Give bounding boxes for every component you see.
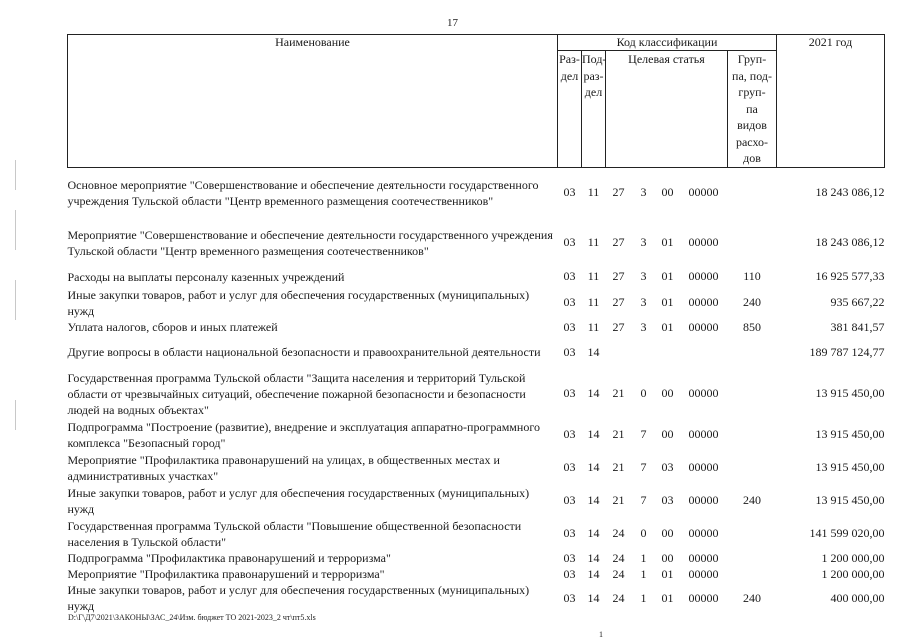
row-expense-group <box>728 167 777 218</box>
table-row <box>68 319 885 335</box>
header-subsection: Под- раз- дел <box>582 51 606 168</box>
row-target-event: 00 <box>661 427 674 441</box>
table-row <box>68 451 885 484</box>
row-target-event: 00 <box>661 526 674 540</box>
row-section: 03 <box>563 295 576 309</box>
row-target-event: 00 <box>661 550 674 565</box>
row-name: Государственная программа Тульской области "Защита населения и территорий Тульской области от чрезвычайных ситуаций, обеспечение пожарной безопасности и безопасности людей на водных объектах" <box>67 370 526 417</box>
row-section: 03 <box>563 386 576 400</box>
row-target-program: 24 <box>612 566 625 581</box>
row-target-program: 21 <box>612 386 625 400</box>
row-name: Иные закупки товаров, работ и услуг для обеспечения государственных (муниципальных) нужд <box>67 583 530 613</box>
row-target-subprogram: 1 <box>640 590 647 605</box>
row-expense-group: 110 <box>743 269 761 283</box>
row-amount: 18 243 086,12 <box>815 235 885 249</box>
row-subsection: 14 <box>587 566 600 581</box>
row-amount: 935 667,22 <box>830 295 885 309</box>
row-target-subprogram <box>632 335 656 369</box>
row-subsection: 14 <box>587 386 600 400</box>
row-target-event: 03 <box>661 460 674 474</box>
row-target-program: 27 <box>612 185 625 200</box>
row-name: Иные закупки товаров, работ и услуг для обеспечения государственных (муниципальных) нужд <box>67 485 530 516</box>
row-expense-group: 240 <box>743 493 761 507</box>
row-target-code: 00000 <box>688 295 719 309</box>
row-target-program: 21 <box>612 493 625 507</box>
row-subsection: 14 <box>587 493 600 507</box>
row-target-program: 21 <box>612 427 625 441</box>
page-number: 17 <box>447 17 458 29</box>
row-target-code: 00000 <box>688 493 719 507</box>
row-amount: 18 243 086,12 <box>815 185 885 200</box>
row-target-program: 27 <box>612 235 625 249</box>
row-target-event: 01 <box>661 566 674 581</box>
row-expense-group <box>728 418 777 451</box>
row-name: Иные закупки товаров, работ и услуг для обеспечения государственных (муниципальных) нужд <box>67 287 530 318</box>
row-expense-group <box>728 550 777 566</box>
row-expense-group <box>728 369 777 418</box>
header-name: Наименование <box>68 35 558 168</box>
header-section: Раз- дел <box>558 51 582 168</box>
row-target-program <box>606 335 632 369</box>
row-name: Другие вопросы в области национальной безопасности и правоохранительной деятельности <box>67 345 541 359</box>
row-expense-group <box>728 451 777 484</box>
row-target-code: 00000 <box>688 460 719 474</box>
budget-table <box>67 34 885 614</box>
row-target-code: 00000 <box>688 386 719 400</box>
row-target-code: 00000 <box>688 526 719 540</box>
row-target-code: 00000 <box>688 319 719 334</box>
row-name: Подпрограмма "Профилактика правонарушений и терроризма" <box>67 551 391 565</box>
row-name: Основное мероприятие "Совершенствование и обеспечение деятельности государственного учреждения Тульской области "Центр временного размещения соотечественников" <box>67 177 539 208</box>
row-target-program: 27 <box>612 269 625 283</box>
row-target-program: 24 <box>612 526 625 540</box>
row-name: Мероприятие "Профилактика правонарушений на улицах, в общественных местах и административных участках" <box>67 452 500 483</box>
file-path-footer: D:\Г\Д7\2021\ЗАКОНЫ\ЗАС_24\Изм. бюджет ТО 2021-2023_2 чт\пт5.xls <box>68 613 316 622</box>
row-target-subprogram: 1 <box>640 550 647 565</box>
table-row <box>68 550 885 566</box>
row-target-event: 00 <box>661 185 674 200</box>
row-amount: 400 000,00 <box>830 590 885 605</box>
row-target-event: 01 <box>661 319 674 334</box>
row-subsection: 11 <box>587 185 600 200</box>
header-target-article: Целевая статья <box>606 51 728 168</box>
row-name: Мероприятие "Профилактика правонарушений и терроризма" <box>67 567 385 581</box>
table-row <box>68 267 885 286</box>
binding-margin-mark <box>15 210 16 250</box>
table-row <box>68 582 885 614</box>
row-name: Мероприятие "Совершенствование и обеспечение деятельности государственного учреждения Тульской области "Центр временного размещения соотечественников" <box>67 227 553 258</box>
row-target-subprogram: 3 <box>640 235 647 249</box>
row-section: 03 <box>563 493 576 507</box>
row-target-code: 00000 <box>688 550 719 565</box>
row-section: 03 <box>563 590 576 605</box>
row-target-code: 00000 <box>688 566 719 581</box>
row-target-code: 00000 <box>688 427 719 441</box>
row-target-event: 01 <box>661 590 674 605</box>
row-section: 03 <box>563 269 576 283</box>
row-target-event: 01 <box>661 269 674 283</box>
table-row <box>68 418 885 451</box>
row-target-program: 27 <box>612 319 625 334</box>
row-subsection: 14 <box>587 590 600 605</box>
row-target-event: 00 <box>661 386 674 400</box>
row-subsection: 11 <box>587 235 600 249</box>
row-target-code: 00000 <box>688 269 719 283</box>
row-subsection: 14 <box>587 550 600 565</box>
binding-margin-mark <box>15 400 16 430</box>
row-target-subprogram: 0 <box>640 386 647 400</box>
row-target-subprogram: 3 <box>640 319 647 334</box>
row-expense-group: 240 <box>743 590 761 605</box>
row-target-subprogram: 7 <box>640 427 647 441</box>
table-row <box>68 484 885 517</box>
binding-margin-mark <box>15 160 16 190</box>
row-expense-group: 850 <box>743 319 761 334</box>
row-name: Уплата налогов, сборов и иных платежей <box>67 320 278 334</box>
footer-mark: 1 <box>599 630 603 639</box>
row-amount: 13 915 450,00 <box>815 427 885 441</box>
row-subsection: 14 <box>587 427 600 441</box>
row-target-subprogram: 3 <box>640 269 647 283</box>
row-target-event: 01 <box>661 235 674 249</box>
row-section: 03 <box>563 550 576 565</box>
row-amount: 13 915 450,00 <box>815 460 885 474</box>
row-target-event: 01 <box>661 295 674 309</box>
row-amount: 16 925 577,33 <box>815 269 885 283</box>
header-classification: Код классификации <box>558 35 777 51</box>
row-section: 03 <box>563 566 576 581</box>
row-name: Расходы на выплаты персоналу казенных учреждений <box>67 269 345 284</box>
header-year: 2021 год <box>777 35 885 168</box>
row-target-event <box>656 335 680 369</box>
table-row <box>68 167 885 218</box>
row-amount: 189 787 124,77 <box>809 344 885 359</box>
row-section: 03 <box>563 526 576 540</box>
row-amount: 381 841,57 <box>830 319 885 334</box>
row-section: 03 <box>563 235 576 249</box>
row-target-subprogram: 1 <box>640 566 647 581</box>
row-section: 03 <box>563 185 576 200</box>
header-expense-group: Груп- па, под- груп- па видов расхо- дов <box>728 51 777 168</box>
row-expense-group <box>728 335 777 369</box>
table-row <box>68 335 885 369</box>
row-target-code <box>680 335 728 369</box>
row-section: 03 <box>563 319 576 334</box>
table-row <box>68 566 885 582</box>
row-target-program: 24 <box>612 590 625 605</box>
row-expense-group <box>728 517 777 550</box>
row-target-subprogram: 3 <box>640 295 647 309</box>
row-target-program: 21 <box>612 460 625 474</box>
row-target-program: 24 <box>612 550 625 565</box>
row-target-code: 00000 <box>688 235 719 249</box>
row-target-code: 00000 <box>688 185 719 200</box>
row-subsection: 11 <box>587 269 600 283</box>
row-expense-group: 240 <box>743 295 761 309</box>
table-row <box>68 286 885 319</box>
row-amount: 1 200 000,00 <box>821 566 885 581</box>
table-row <box>68 218 885 267</box>
row-expense-group <box>728 566 777 582</box>
row-amount: 13 915 450,00 <box>815 493 885 507</box>
row-subsection: 11 <box>587 319 600 334</box>
row-target-subprogram: 3 <box>640 185 647 200</box>
binding-margin-mark <box>15 280 16 320</box>
row-section: 03 <box>563 460 576 474</box>
row-target-subprogram: 7 <box>640 460 647 474</box>
row-amount: 1 200 000,00 <box>821 550 885 565</box>
row-target-event: 03 <box>661 493 674 507</box>
row-subsection: 14 <box>587 460 600 474</box>
row-section: 03 <box>563 344 576 359</box>
row-expense-group <box>728 218 777 267</box>
row-target-subprogram: 0 <box>640 526 647 540</box>
row-target-subprogram: 7 <box>640 493 647 507</box>
row-subsection: 14 <box>587 526 600 540</box>
row-subsection: 11 <box>587 295 600 309</box>
row-target-program: 27 <box>612 295 625 309</box>
row-target-code: 00000 <box>688 590 719 605</box>
row-section: 03 <box>563 427 576 441</box>
table-row <box>68 369 885 418</box>
row-amount: 141 599 020,00 <box>809 526 885 540</box>
table-row <box>68 517 885 550</box>
row-name: Подпрограмма "Построение (развитие), внедрение и эксплуатация аппаратно-программного комплекса "Безопасный город" <box>67 419 540 450</box>
row-name: Государственная программа Тульской области "Повышение общественной безопасности населения в Тульской области" <box>67 518 522 549</box>
row-subsection: 14 <box>587 344 600 359</box>
row-amount: 13 915 450,00 <box>815 386 885 400</box>
